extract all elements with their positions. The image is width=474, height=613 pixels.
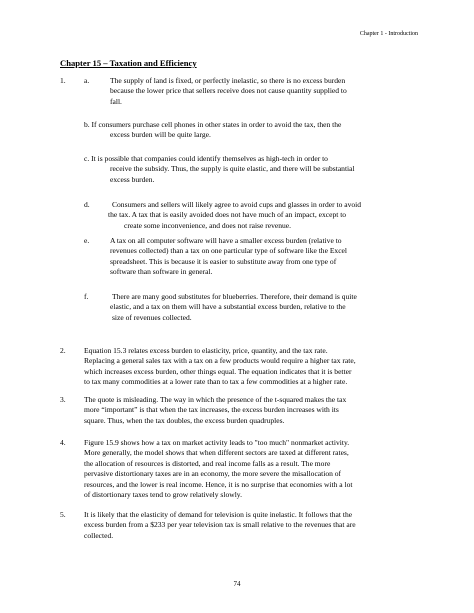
question-1d-marker: d. (84, 200, 90, 209)
answer-line: excess burden from a $233 per year television tax is small relative to the revenues that are (84, 520, 356, 530)
question-4-answer (84, 438, 352, 500)
answer-line: more “important” is that when the tax increases, the excess burden increases with its (84, 405, 339, 415)
answer-line: A tax on all computer software will have a smaller excess burden (relative to (110, 236, 342, 245)
answer-line: excess burden will be quite large. (110, 130, 211, 140)
answer-line: resources, and the lower is real income. Hence, it is no surprise that economies with a lot (84, 479, 353, 489)
answer-line: receive the subsidy. Thus, the supply is quite elastic, and there will be substantial (110, 164, 355, 174)
answer-line: because the lower price that sellers receive does not cause quantity supplied to (110, 86, 347, 96)
answer-line: create some inconvenience, and does not raise revenue. (124, 220, 292, 230)
question-1-number: 1. (60, 76, 66, 85)
question-5-number: 5. (60, 510, 66, 519)
answer-line: The supply of land is fixed, or perfectly inelastic, so there is no excess burden (110, 76, 346, 85)
answer-line: software than software in general. (110, 267, 213, 277)
answer-line: size of revenues collected. (112, 312, 192, 322)
answer-line: The quote is misleading. The way in which the presence of the t-squared makes the tax (84, 395, 347, 404)
answer-line: the allocation of resources is distorted, and real income falls as a result. The more (84, 458, 331, 468)
answer-line: c. It is possible that companies could identify themselves as high-tech in order to (84, 154, 328, 163)
answer-line: It is likely that the elasticity of demand for television is quite inelastic. It follows that the (84, 510, 353, 519)
answer-line: b. If consumers purchase cell phones in other states in order to avoid the tax, then the (84, 120, 342, 129)
question-2-number: 2. (60, 346, 66, 355)
answer-line: excess burden. (110, 174, 155, 184)
answer-line: collected. (84, 530, 114, 540)
running-head: Chapter 1 - Introduction (359, 31, 418, 37)
question-1a-answer (110, 76, 347, 107)
answer-line: which increases excess burden, other things equal. The equation indicates that it is better (84, 366, 352, 376)
answer-line: More generally, the model shows that when different sectors are taxed at different rates, (84, 448, 349, 458)
answer-line: square. Thus, when the tax doubles, the excess burden quadruples. (84, 415, 285, 425)
question-1e-answer (110, 236, 347, 278)
answer-line: Consumers and sellers will likely agree to avoid cups and glasses in order to avoid (112, 200, 361, 209)
question-1c-answer (84, 154, 355, 185)
question-3-number: 3. (60, 395, 66, 404)
question-5-answer (84, 510, 356, 541)
question-1a-marker: a. (84, 76, 90, 85)
answer-line: Figure 15.9 shows how a tax on market activity leads to "too much" nonmarket activity. (84, 438, 350, 447)
question-1f-marker: f. (84, 292, 89, 301)
page-number: 74 (233, 580, 241, 588)
question-4-number: 4. (60, 438, 66, 447)
answer-line: There are many good substitutes for blueberries. Therefore, their demand is quite (112, 292, 357, 301)
question-1f-answer (108, 292, 357, 323)
answer-line: fall. (110, 96, 122, 106)
question-1b-answer (84, 120, 341, 141)
answer-line: Replacing a general sales tax with a tax on a few products would require a higher tax rate, (84, 356, 356, 366)
question-1d-answer (108, 200, 361, 231)
answer-line: to tax many commodities at a lower rate than to tax a few commodities at a higher rate. (84, 377, 348, 387)
question-2-answer (84, 346, 356, 388)
answer-line: revenues collected) than a tax on one particular type of software like the Excel (110, 246, 347, 256)
answer-line: spreadsheet. This is because it is easier to substitute away from one type of (110, 256, 337, 266)
question-1e-marker: e. (84, 236, 90, 245)
answer-line: pervasive distortionary taxes are in an economy, the more severe the misallocation of (84, 469, 342, 479)
answer-line: of distortionary taxes tend to grow relatively slowly. (84, 490, 242, 500)
chapter-title: Chapter 15 – Taxation and Efficiency (60, 58, 197, 68)
question-3-answer (84, 395, 346, 426)
answer-line: Equation 15.3 relates excess burden to elasticity, price, quantity, and the tax rate. (84, 346, 328, 355)
answer-line: elastic, and a tax on them will have a substantial excess burden, relative to the (110, 302, 346, 312)
answer-line: the tax. A tax that is easily avoided does not have much of an impact, except to (108, 210, 347, 220)
